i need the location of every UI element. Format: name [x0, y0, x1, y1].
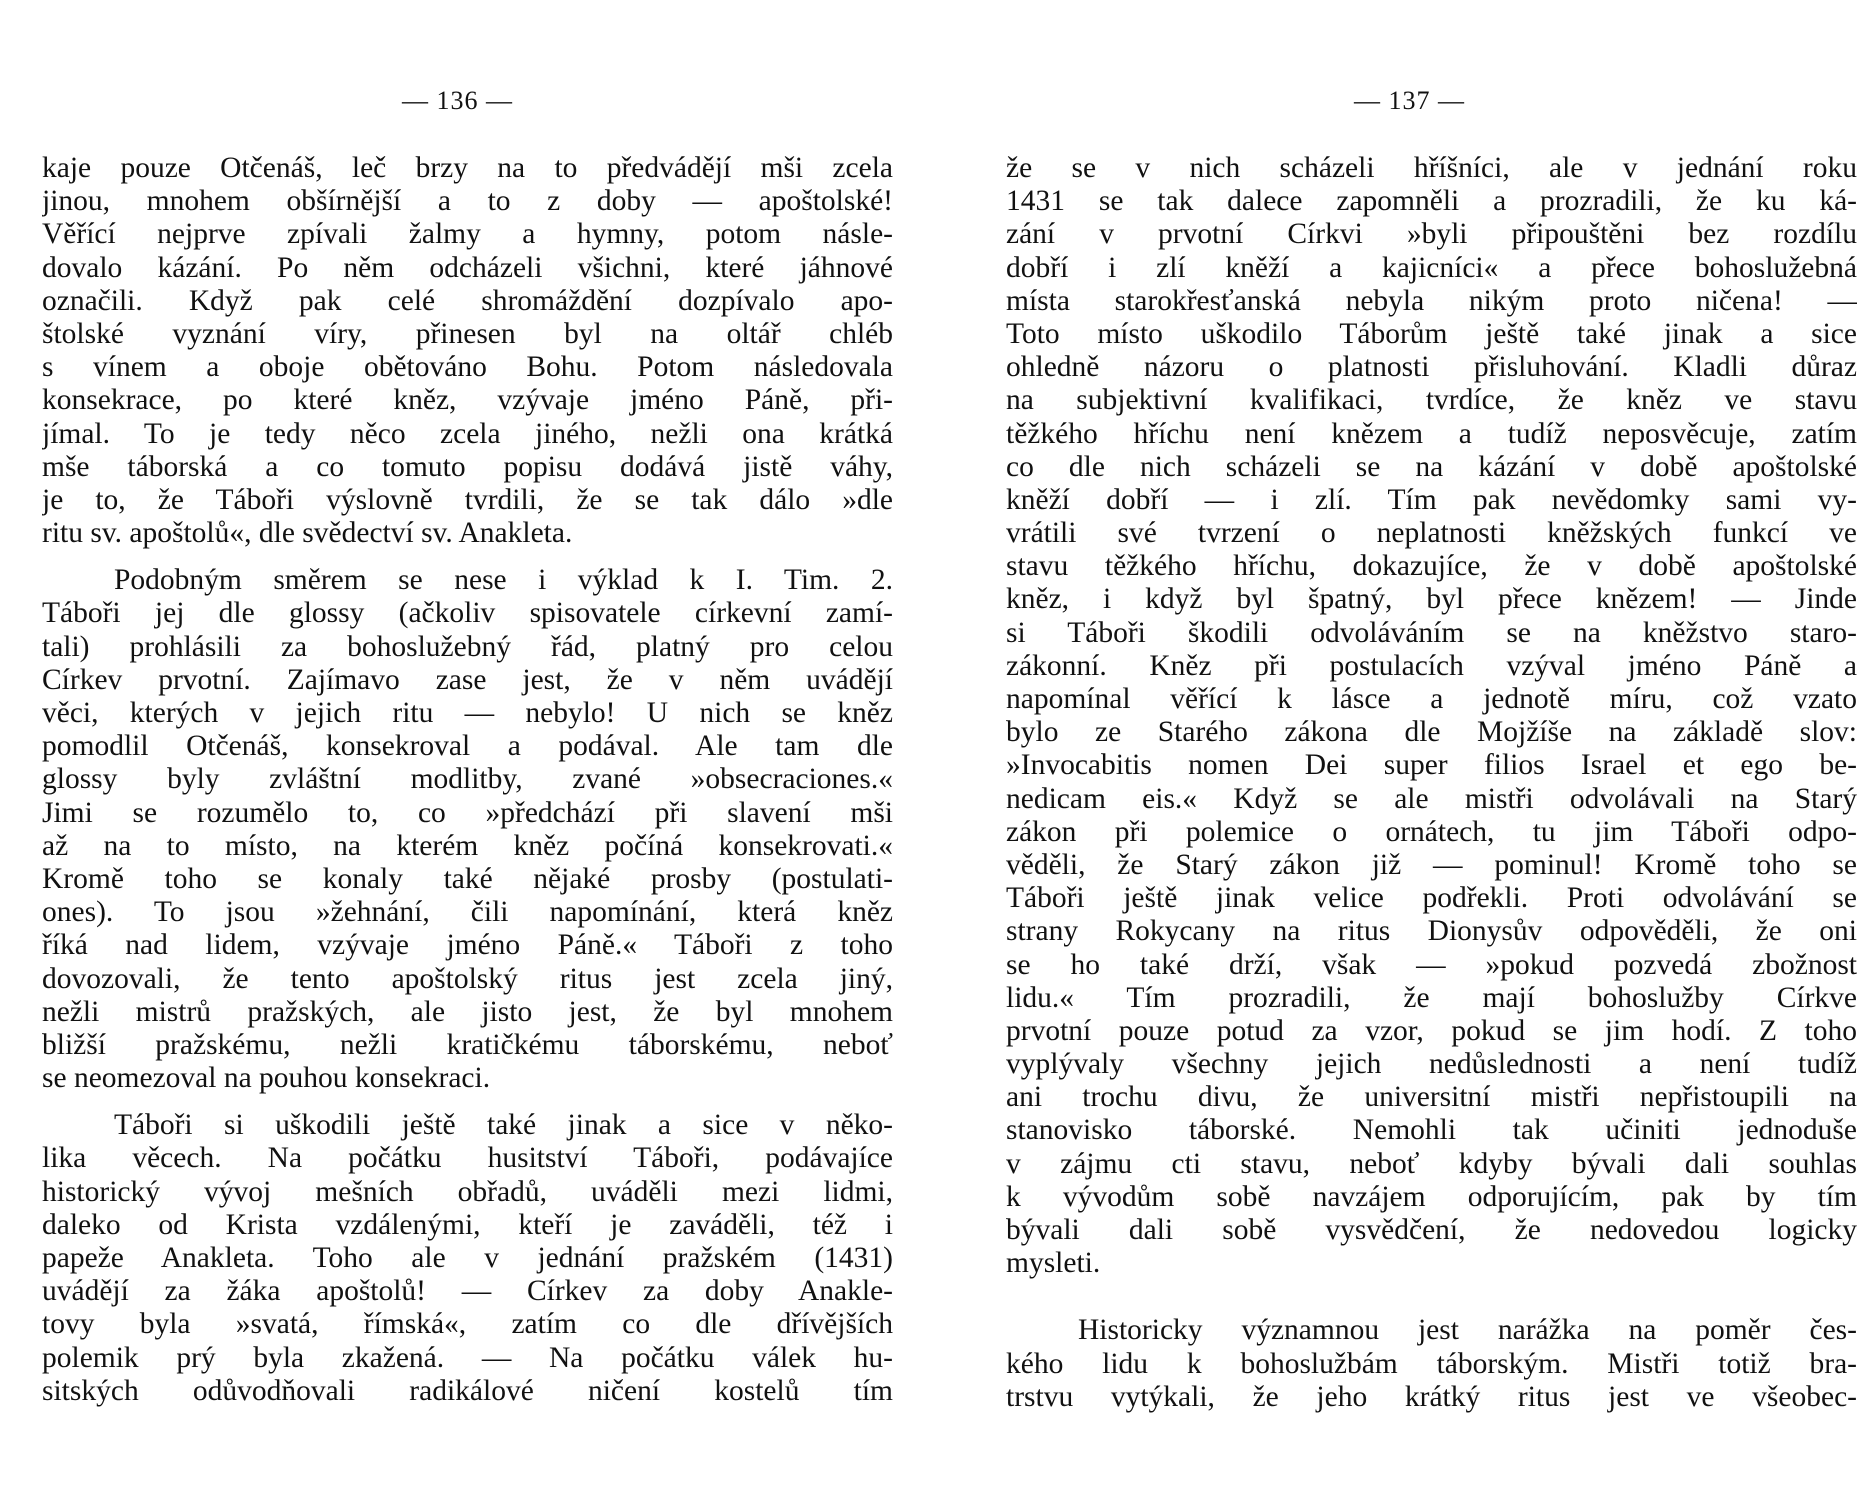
- text-line: uvádějí za žáka apoštolů! — Církev za doby Anakle-: [42, 1275, 893, 1308]
- text-line: pomodlil Otčenáš, konsekroval a podával. Ale tam dle: [42, 730, 893, 763]
- text-line: jímal. To je tedy něco zcela jiného, nežli ona krátká: [42, 417, 893, 450]
- text-line: historický vývoj mešních obřadů, uváděli mezi lidmi,: [42, 1175, 893, 1208]
- text-line: kněží dobří — i zlí. Tím pak nevědomky sami vy-: [1006, 483, 1857, 516]
- text-line: glossy byly zvláštní modlitby, zvané »obsecraciones.«: [42, 763, 893, 796]
- text-line: bylo ze Starého zákona dle Mojžíše na základě slov:: [1006, 716, 1857, 749]
- text-line: prvotní pouze potud za vzor, pokud se jim hodí. Z toho: [1006, 1014, 1857, 1047]
- text-line: stavu těžkého hříchu, dokazujíce, že v době apoštolské: [1006, 550, 1857, 583]
- text-line: dovalo kázání. Po něm odcházeli všichni, které jáhnové: [42, 251, 893, 284]
- text-line: tovy byla »svatá, římská«, zatím co dle dřívějších: [42, 1308, 893, 1341]
- text-line: Církev prvotní. Zajímavo zase jest, že v něm uvádějí: [42, 663, 893, 696]
- paragraph: [1006, 1314, 1857, 1414]
- text-line: co dle nich scházeli se na kázání v době apoštolské: [1006, 450, 1857, 483]
- text-line: kaje pouze Otčenáš, leč brzy na to předvádějí mši zcela: [42, 152, 893, 184]
- text-line: kého lidu k bohoslužbám táborským. Mistři totiž bra-: [1006, 1347, 1857, 1380]
- text-line: na subjektivní kvalifikaci, tvrdíce, že kněz ve stavu: [1006, 384, 1857, 417]
- text-line: Toto místo uškodilo Táborům ještě také jinak a sice: [1006, 317, 1857, 350]
- text-line: zání v prvotní Církvi »byli připouštěni bez rozdílu: [1006, 218, 1857, 251]
- text-line: označili. Když pak celé shromáždění dozpívalo apo-: [42, 284, 893, 317]
- text-line: strany Rokycany na ritus Dionysův odpověděli, že oni: [1006, 915, 1857, 948]
- text-line: kněz, i když byl špatný, byl přece knězem! — Jinde: [1006, 583, 1857, 616]
- text-line: ritu sv. apoštolů«, dle svědectví sv. Anakleta.: [42, 517, 573, 550]
- text-line: místa starokřesťanská nebyla nikým proto ničena! —: [1006, 284, 1857, 317]
- text-line: že se v nich scházeli hříšníci, ale v jednání roku: [1006, 152, 1857, 184]
- text-line: se neomezoval na pouhou konsekraci.: [42, 1062, 491, 1095]
- paragraph: [42, 564, 893, 1095]
- text-line: nedicam eis.« Když se ale mistři odvolávali na Starý: [1006, 782, 1857, 815]
- text-line: až na to místo, na kterém kněz počíná konsekrovati.«: [42, 829, 893, 862]
- text-line: ones). To jsou »žehnání, čili napomínání, která kněz: [42, 896, 893, 929]
- text-line: mysleti.: [1006, 1247, 1101, 1280]
- text-line: Věřící nejprve zpívali žalmy a hymny, potom násle-: [42, 218, 893, 251]
- text-line: »Invocabitis nomen Dei super filios Israel et ego be-: [1006, 749, 1857, 782]
- text-line: Jimi se rozumělo to, co »předchází při slavení mši: [42, 796, 893, 829]
- page-number-left: — 136 —: [402, 86, 513, 115]
- text-line: Táboři ještě jinak velice podřekli. Proti odvolávání se: [1006, 882, 1857, 915]
- text-line: papeže Anakleta. Toho ale v jednání pražském (1431): [42, 1242, 893, 1274]
- text-line: mše táborská a co tomuto popisu dodává jistě váhy,: [42, 450, 893, 483]
- text-line: v zájmu cti stavu, neboť kdyby bývali dali souhlas: [1006, 1147, 1857, 1180]
- text-line: trstvu vytýkali, že jeho krátký ritus jest ve všeobec-: [1006, 1380, 1857, 1413]
- text-line: stanovisko táborské. Nemohli tak učiniti jednoduše: [1006, 1114, 1857, 1147]
- text-line: je to, že Táboři výslovně tvrdili, že se tak dálo »dle: [42, 483, 893, 516]
- text-line: ani trochu divu, že universitní mistři nepřistoupili na: [1006, 1081, 1857, 1114]
- text-line: štolské vyznání víry, přinesen byl na oltář chléb: [42, 317, 893, 350]
- text-line: zákonní. Kněz při postulacích vzýval jméno Páně a: [1006, 649, 1857, 682]
- text-line: věděli, že Starý zákon již — pominul! Kromě toho se: [1006, 848, 1857, 881]
- paragraph: [42, 152, 893, 550]
- text-line: říká nad lidem, vzývaje jméno Páně.« Táboři z toho: [42, 929, 893, 962]
- text-line: tali) prohlásili za bohoslužebný řád, platný pro celou: [42, 630, 893, 663]
- text-line: jinou, mnohem obšírnější a to z doby — apoštolské!: [42, 185, 893, 218]
- page-number-right: — 137 —: [1354, 86, 1465, 115]
- text-line: Táboři si uškodili ještě také jinak a sice v něko-: [114, 1109, 893, 1142]
- text-line: se ho také drží, však — »pokud pozvedá zbožnost: [1006, 948, 1857, 981]
- text-line: ohledně názoru o platnosti přisluhování. Kladli důraz: [1006, 351, 1857, 384]
- right-page: [934, 0, 1868, 1500]
- text-line: Kromě toho se konaly také nějaké prosby (postulati-: [42, 862, 893, 895]
- text-line: nežli mistrů pražských, ale jisto jest, že byl mnohem: [42, 995, 893, 1028]
- text-line: Podobným směrem se nese i výklad k I. Tim. 2.: [114, 564, 893, 597]
- text-line: zákon při polemice o ornátech, tu jim Táboři odpo-: [1006, 815, 1857, 848]
- text-line: polemik prý byla zkažená. — Na počátku válek hu-: [42, 1341, 893, 1374]
- text-line: těžkého hříchu není knězem a tudíž neposvěcuje, zatím: [1006, 417, 1857, 450]
- text-line: napomínal věřící k lásce a jednotě míru, což vzato: [1006, 683, 1857, 715]
- paragraph: [42, 1109, 893, 1408]
- text-line: Táboři jej dle glossy (ačkoliv spisovatele církevní zamí-: [42, 597, 893, 630]
- text-line: dovozovali, že tento apoštolský ritus jest zcela jiný,: [42, 962, 893, 995]
- text-line: daleko od Krista vzdálenými, kteří je zaváděli, též i: [42, 1208, 893, 1241]
- text-line: dobří i zlí kněží a kajicníci« a přece bohoslužebná: [1006, 251, 1857, 284]
- right-text-column: [1006, 152, 1857, 1414]
- text-line: věci, kterých v jejich ritu — nebylo! U nich se kněz: [42, 697, 893, 729]
- text-line: sitských odůvodňovali radikálové ničení kostelů tím: [42, 1374, 893, 1407]
- paragraph: [1006, 152, 1857, 1280]
- text-line: lidu.« Tím prozradili, že mají bohoslužby Církve: [1006, 981, 1857, 1014]
- text-line: lika věcech. Na počátku husitství Táboři, podávajíce: [42, 1142, 893, 1175]
- text-line: si Táboři škodili odvoláváním se na kněžstvo staro-: [1006, 616, 1857, 649]
- left-text-column: [42, 152, 893, 1408]
- text-line: vrátili své tvrzení o neplatnosti kněžských funkcí ve: [1006, 517, 1857, 550]
- text-line: vyplývaly všechny jejich nedůslednosti a není tudíž: [1006, 1048, 1857, 1081]
- text-line: s vínem a oboje obětováno Bohu. Potom následovala: [42, 351, 893, 384]
- text-line: bližší pražskému, nežli kratičkému táborskému, neboť: [42, 1028, 893, 1061]
- text-line: k vývodům sobě navzájem odporujícím, pak by tím: [1006, 1180, 1857, 1213]
- text-line: bývali dali sobě vysvědčení, že nedovedou logicky: [1006, 1214, 1857, 1246]
- text-line: konsekrace, po které kněz, vzývaje jméno Páně, při-: [42, 384, 893, 417]
- text-line: Historicky významnou jest narážka na poměr čes-: [1078, 1314, 1857, 1347]
- text-line: 1431 se tak dalece zapomněli a prozradili, že ku ká-: [1006, 185, 1857, 218]
